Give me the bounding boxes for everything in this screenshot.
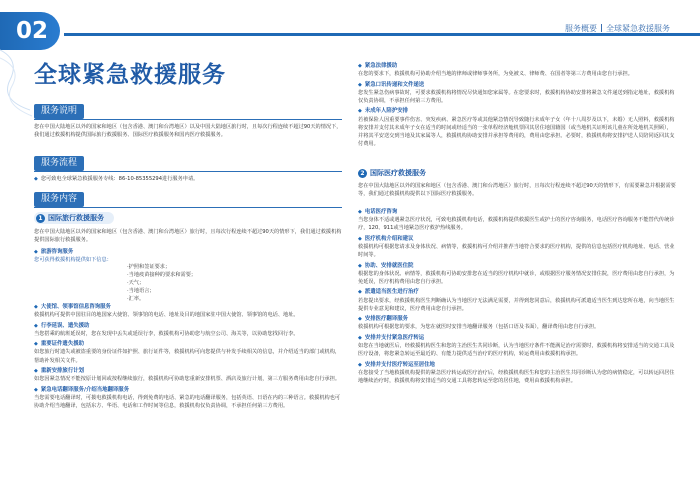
list-item [358,334,676,359]
page-number: 02 [16,18,49,44]
breadcrumb [565,23,670,34]
breadcrumb-separator [601,24,602,32]
travel-info-block [34,248,342,264]
bullet-icon: ◆ [34,322,38,329]
item-title: 重要证件遗失援助 [40,341,84,348]
item-text: 当您搭乘的航班延误时，您在发现中丢失或延误行李，救援机构可协助您与航空公司、海关等，以协助您找回行李。 [34,330,299,337]
item-title: 安排并支付医疗转运至居住地 [364,361,435,368]
international-medical-intro: 您在中国大陆地区以外的国家和地区（包含香港、澳门和台湾地区）旅行时，且每次行程连续不超过90天的情形下，有需要紧急并根据需要等，我们通过救援机构提供以下国际医疗救援服务。 [358,183,676,198]
bullet-icon: ◆ [34,304,38,310]
service-description-text: 您在中国大陆地区以外的国家和地区（包含香港、澳门和台湾地区）以及中国大陆地区旅行时，且每次行程连续不超过90天的情况下，我们通过救援机构提供国际旅行救援服务、国际医疗救援服务和国内医疗救援服务。 [34,124,342,139]
item-text: 在您接受了当地救援机构提供的紧急医疗转运或医疗治疗后，经救援机构医生和您的主治医生共同诊断认为您的病情稳定，可以转运回居住地继续治疗时，救援机构将安排适当的交通工具将您转运至您的居住地，费用由救援机构承担。 [358,369,675,384]
bullet-icon: ◆ [34,367,38,374]
section-tab-service-description [34,104,84,119]
section-rule [34,171,342,172]
list-item [358,361,676,386]
item-text: 如您因紧急情况不能按原计划回或按程继续旅行，救援机构可协助您重新安排机票、酒店及旅行计划，第三方服务费用由您自行承担。 [34,376,341,383]
list-item [34,367,342,383]
bullet-icon: ◆ [358,108,362,115]
travel-services-list [34,303,342,475]
bullet-icon: ◆ [358,361,362,368]
section-tab-service-content [34,192,84,207]
item-title: 电话医疗咨询 [364,209,398,215]
item-title: 大使馆、领事馆信息咨询服务 [40,304,111,310]
item-text: 根据您的身体状况、病情等，救援机构可协助安排您在适当的医疗机构中就诊，或根据医疗服务情况安排住院，医疗费用由您自行承担，为免延误，医疗机构费用由您自行承担。 [358,270,675,285]
list-item [34,340,342,365]
bullet-icon: ◆ [34,341,38,348]
bullet-icon: ◆ [358,235,362,242]
item-text: 救援机构可根据您请求及身体状况、病情等，救援机构可介绍并推荐当地符合要求的医疗机构，提供的信息包括医疗机构地址、电话、营业时间等。 [358,244,675,259]
international-travel-intro: 您在中国大陆地区以外的国家和地区（包含香港、澳门和台湾地区）旅行时，且每次行程连续不超过90天的情形下，我们通过救援机构提供国际旅行救援服务。 [34,229,342,244]
list-item: ·天气； [127,280,145,286]
item-title: 未成年人陪护安排 [364,108,408,115]
item-text: 救援机构可提供中国驻目的地国家大使馆、领事馆的电话、地址及目的地国家驻中国大使馆、领事馆的电话、地址。 [34,312,299,319]
bullet-icon: ◆ [358,63,362,69]
item-text: 若您提出要求，经救援机构医生判断确认为当地医疗无法满足需要，并得到您同意后，救援机构可派遣适当医生到达您所在地，向当地医生提供专业意见和建议，医疗费用由您自行承担。 [358,297,675,312]
item-text: 如您旅行时遗失或被盗重要的身份证件如护照、旅行证件等，救援机构可向您提供与补发手续相关的信息，并介绍适当的部门或机构，帮助补发相关文件。 [34,349,341,364]
service-process-text [34,175,342,183]
item-text: 救援机构可根据您的要求，为您在就医时安排当地翻译服务（包括口语及书面），翻译费用由您自行承担。 [358,324,600,331]
list-item: ·护照和签证要求； [127,264,171,270]
list-item: ·当地语言； [127,288,155,294]
item-title: 紧急法律援助 [364,63,398,69]
item-title: 紧急电话翻译服务/介绍当地翻译服务 [40,386,130,393]
item-text: 您发生紧急伤病事故时，可要求救援机构将情况尽快通知您家属等。在您要求时，救援机构协助安排将紧急文件递送到指定地址，救援机构仅负责协调，不承担任何第三方费用。 [358,89,675,104]
bullet-icon: ◆ [358,289,362,296]
bullet-icon: ◆ [34,249,38,255]
travel-info-list [127,263,196,303]
list-item [358,235,676,260]
subsection-title: 国际医疗救援服务 [370,169,426,177]
subsection-title: 国际旅行救援服务 [48,214,104,222]
item-title: 行李延误、遗失援助 [40,322,90,329]
bullet-icon: ◆ [358,262,362,269]
list-item [358,107,676,148]
bullet-icon: ◆ [358,334,362,341]
item-title: 重新安排旅行计划 [40,367,84,374]
list-item [358,315,676,331]
item-title: 旅游咨询服务 [40,249,74,255]
list-item [358,62,676,78]
item-title: 派遣适当医生进行治疗 [364,289,419,296]
item-text: 在您的要求下，救援机构可协助介绍当地的律师或律师事务所，为免被义、律师费、在国者等第三方费用由您自行承担。 [358,71,633,78]
item-title: 安排医疗翻译服务 [364,316,408,323]
item-title: 协助、安排就医住院 [364,262,414,269]
item-text: 当您身体不适或遇紧急医疗状况，可致电救援机构电话，救援机构提供救援医生或护士的医疗咨询服务，电话医疗咨询服务不能替代传统诊疗，120、911或当地紧急医疗救护热线服务。 [358,217,675,232]
breadcrumb-item-2: 全球紧急救援服务 [606,24,670,33]
bullet-icon: ◆ [34,176,38,182]
list-item [34,303,342,319]
subsection-badge-international-medical [358,167,426,179]
bullet-icon: ◆ [358,81,362,88]
right-services-list-b [358,208,676,474]
list-item [358,81,676,106]
page-title: 全球紧急救援服务 [34,62,226,88]
subsection-badge-international-travel [34,212,114,224]
list-item [358,288,676,313]
section-tab-label: 服务流程 [41,158,78,168]
list-item: ·汇率。 [127,296,145,302]
section-tab-service-process [34,156,84,171]
number-circle-icon: 2 [358,169,367,178]
bullet-icon: ◆ [358,316,362,323]
item-text: 如您在当地就医后，经救援机构医生和您的主治医生共同诊断，认为当地医疗条件不能满足治疗需要时，救援机构将安排适当的交通工具及医疗设备，将您紧急转运至最近的、有能力提供适当治疗的医疗机构，转运费用由救援机构承担。 [358,342,675,358]
item-title: 紧急口讯传递和文件递送 [364,81,425,88]
bullet-icon: ◆ [358,209,362,215]
item-text: 当您需要电话翻译时，可拨电救援机构电话，得到免费的电话、紧急的电话翻译服务，包括英语、日语在内的三种语言。救援机构也可协助介绍当地翻译，包括东方、华语、电话和工作时间等信息，救援机构仅负责协调，不承担任何第三方费用。 [34,394,341,409]
number-circle-icon: 1 [36,214,45,223]
list-item [358,262,676,287]
list-item: ·当地疫苗接种的要求和需要； [127,272,197,278]
breadcrumb-item-1: 服务概要 [565,24,597,33]
list-item [34,386,342,411]
section-tab-label: 服务说明 [41,106,78,116]
item-text: 您可获得救援机构提供如下信息： [34,257,112,264]
section-rule [34,207,342,208]
list-item [358,208,676,233]
bullet-icon: ◆ [34,386,38,393]
section-tab-label: 服务内容 [41,194,78,204]
section-rule [34,119,342,120]
item-title: 安排并支付紧急医疗转运 [364,334,425,341]
item-text: 若被保险人因重要事件伤害、突发疾病、紧急医疗等或其他紧急情况导致随行未成年子女（年十八周岁及以下，未婚）无人照料，救援机构将安排并支付其未成年子女在适当的时间或经适当的一张单程经济舱机票回其居住地国籍国（或当地机关证明该儿童在所处地机关照顾），并将其平安送交到当地及其家属等人，救援机构协助安排并承担等费用的，费用由您承担。必要时，救援机构将安排护送人员陪同返回其支付费用。 [358,116,675,148]
list-item [34,322,342,338]
right-services-list-a [358,62,676,151]
service-process-line: 您可致电全球紧急救援服务专线：86-10-85355294进行服务申请。 [40,176,199,182]
item-title: 医疗机构介绍和建议 [364,235,414,242]
